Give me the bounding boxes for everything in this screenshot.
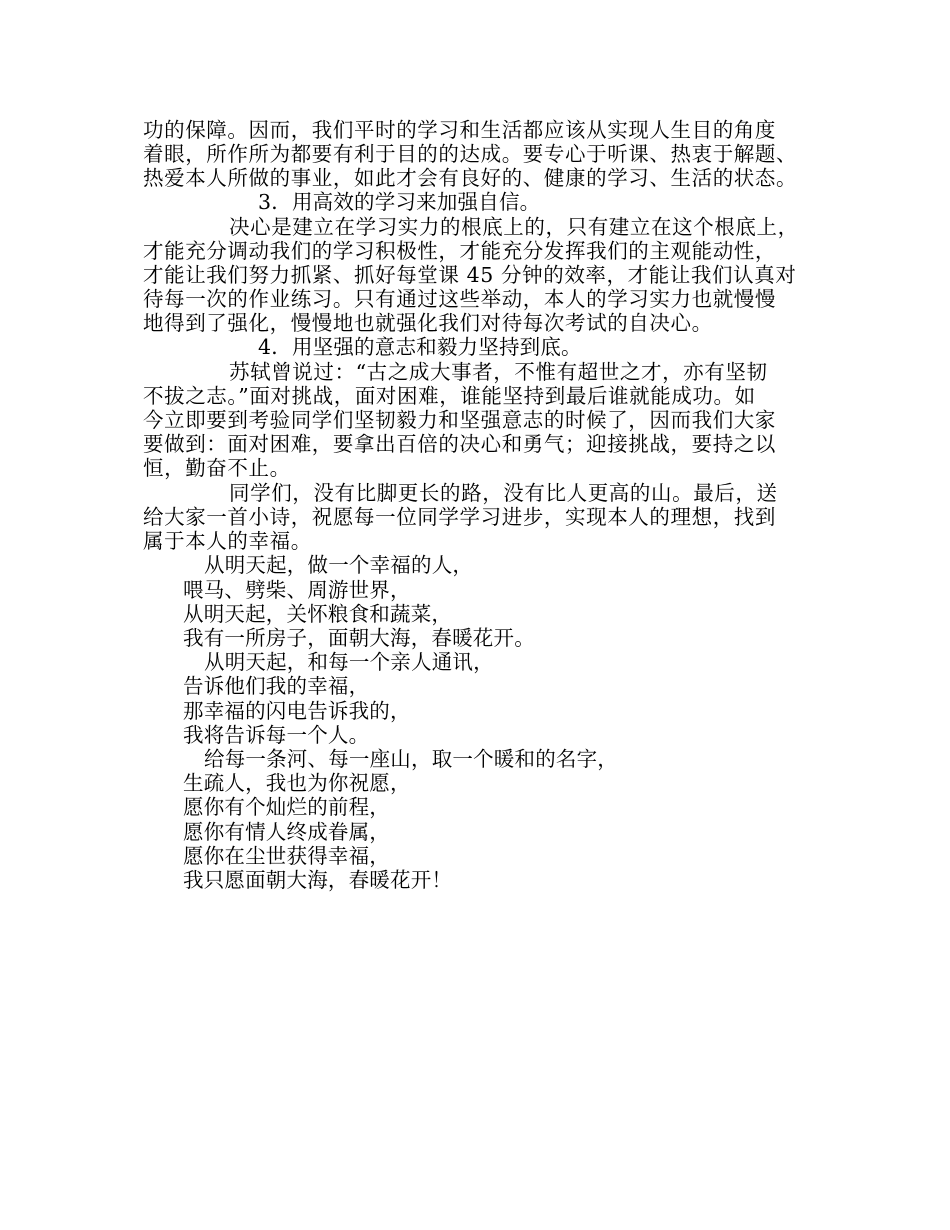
paragraph-line: 今立即要到考验同学们坚韧毅力和坚强意志的时候了，因而我们大家 bbox=[143, 408, 776, 432]
poem-line: 从明天起，关怀粮食和蔬菜， bbox=[183, 602, 453, 626]
paragraph-line: 不拔之志。”面对挑战，面对困难，谁能坚持到最后谁就能成功。如 bbox=[143, 384, 756, 408]
paragraph-line: 才能让我们努力抓紧、抓好每堂课 45 分钟的效率，才能让我们认真对 bbox=[143, 263, 797, 287]
paragraph-line: 苏轼曾说过：“古之成大事者，不惟有超世之才，亦有坚韧 bbox=[229, 360, 768, 384]
section-heading-4: 4．用坚强的意志和毅力坚持到底。 bbox=[258, 335, 582, 359]
poem-line: 从明天起，和每一个亲人通讯， bbox=[204, 650, 494, 674]
poem-line: 从明天起，做一个幸福的人， bbox=[204, 553, 474, 577]
paragraph-line: 功的保障。因而，我们平时的学习和生活都应该从实现人生目的角度 bbox=[143, 118, 776, 142]
paragraph-line: 同学们，没有比脚更长的路，没有比人更高的山。最后，送 bbox=[229, 481, 778, 505]
poem-line: 我只愿面朝大海，春暖花开！ bbox=[183, 868, 453, 892]
poem-line: 喂马、劈柴、周游世界， bbox=[183, 578, 411, 602]
paragraph-line: 属于本人的幸福。 bbox=[143, 529, 312, 553]
poem-line: 愿你有情人终成眷属， bbox=[183, 820, 390, 844]
poem-line: 愿你在尘世获得幸福， bbox=[183, 844, 390, 868]
paragraph-line: 才能充分调动我们的学习积极性，才能充分发挥我们的主观能动性， bbox=[143, 239, 776, 263]
section-heading-3: 3．用高效的学习来加强自信。 bbox=[258, 190, 541, 214]
paragraph-line: 热爱本人所做的事业，如此才会有良好的、健康的学习、生活的状态。 bbox=[143, 166, 798, 190]
poem-line: 那幸福的闪电告诉我的， bbox=[183, 699, 411, 723]
poem-line: 告诉他们我的幸福， bbox=[183, 674, 370, 698]
paragraph-line: 待每一次的作业练习。只有通过这些举动，本人的学习实力也就慢慢 bbox=[143, 287, 776, 311]
poem-line: 我将告诉每一个人。 bbox=[183, 723, 370, 747]
paragraph-line: 决心是建立在学习实力的根底上的，只有建立在这个根底上， bbox=[229, 215, 799, 239]
poem-line: 给每一条河、每一座山，取一个暖和的名字， bbox=[204, 747, 618, 771]
poem-line: 生疏人，我也为你祝愿， bbox=[183, 771, 411, 795]
paragraph-line: 着眼，所作所为都要有利于目的的达成。要专心于听课、热衷于解题、 bbox=[143, 142, 798, 166]
paragraph-line: 给大家一首小诗，祝愿每一位同学学习进步，实现本人的理想，找到 bbox=[143, 505, 776, 529]
paragraph-line: 要做到：面对困难，要拿出百倍的决心和勇气；迎接挑战，要持之以 bbox=[143, 432, 776, 456]
paragraph-line: 地得到了强化，慢慢地也就强化我们对待每次考试的自决心。 bbox=[143, 311, 713, 335]
paragraph-line: 恒，勤奋不止。 bbox=[143, 456, 291, 480]
poem-line: 愿你有个灿烂的前程， bbox=[183, 795, 390, 819]
poem-line: 我有一所房子，面朝大海，春暖花开。 bbox=[183, 626, 535, 650]
